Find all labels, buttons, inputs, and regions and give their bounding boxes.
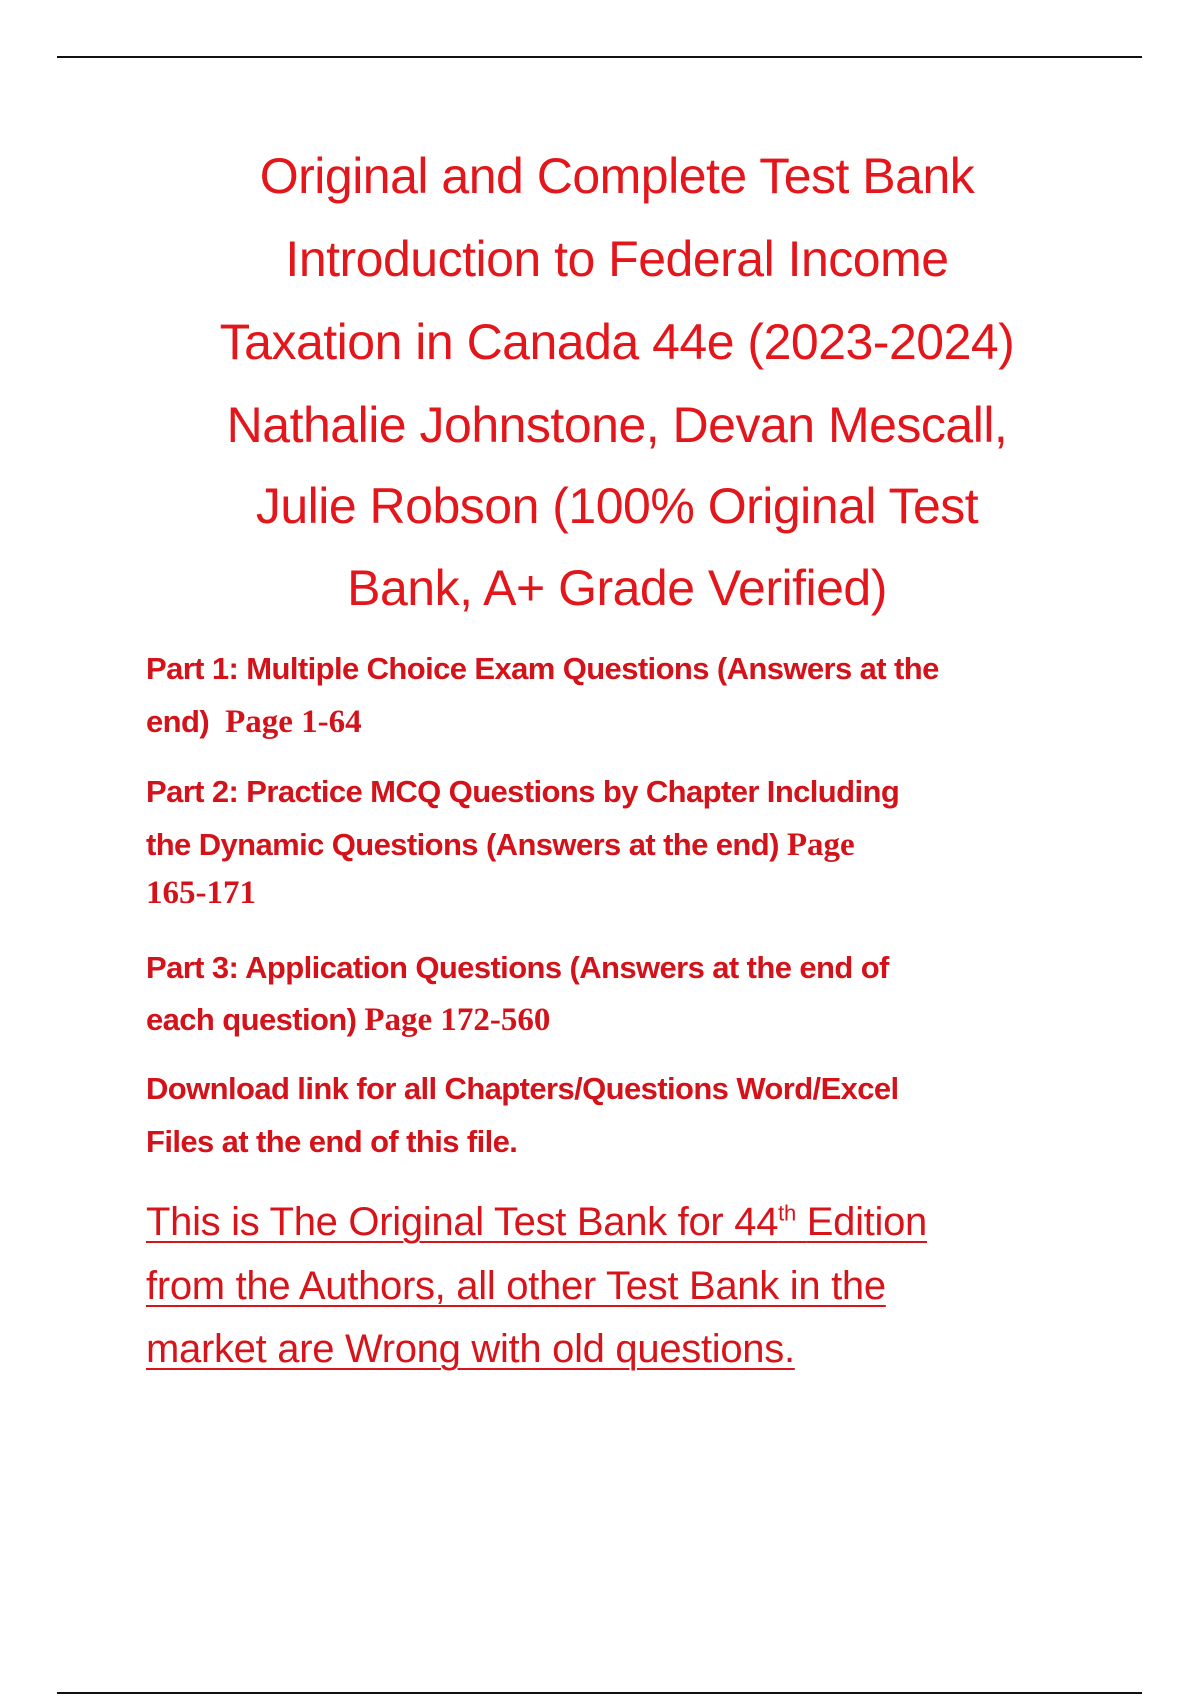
part-1-text: Part 1: Multiple Choice Exam Questions (Answers at the — [146, 651, 939, 686]
title-line: Julie Robson (100% Original Test — [255, 478, 979, 534]
title-line: Bank, A+ Grade Verified) — [347, 560, 887, 616]
title-line: Introduction to Federal Income — [285, 231, 949, 287]
title-line: Original and Complete Test Bank — [259, 148, 975, 204]
notice-line: market are Wrong with old questions. — [146, 1327, 795, 1371]
notice-line — [146, 1198, 927, 1246]
title-line: Taxation in Canada 44e (2023-2024) — [219, 314, 1015, 370]
notice-text: Edition — [806, 1200, 927, 1244]
part-3-pages: Page 172-560 — [364, 1002, 551, 1038]
top-rule — [57, 56, 1142, 58]
part-3-line2 — [146, 1001, 550, 1041]
part-2-line2 — [146, 826, 855, 866]
download-text: Download link for all Chapters/Questions Word/Excel — [146, 1071, 899, 1106]
part-1-pages: Page 1-64 — [225, 704, 362, 740]
notice-text: This is The Original Test Bank for 44 — [146, 1200, 779, 1244]
part-2-text: the Dynamic Questions (Answers at the end) — [146, 827, 779, 862]
part-3-text: each question) — [146, 1002, 357, 1037]
part-3-text: Part 3: Application Questions (Answers at the end of — [146, 950, 889, 985]
part-2-pages: 165-171 — [146, 875, 256, 911]
notice-superscript: th — [778, 1200, 796, 1226]
part-1-line2 — [146, 703, 362, 743]
part-1-text: end) — [146, 704, 210, 739]
notice-line: from the Authors, all other Test Bank in the — [146, 1264, 886, 1308]
part-2-pages: Page — [786, 827, 855, 863]
download-text: Files at the end of this file. — [146, 1124, 518, 1159]
title-line: Nathalie Johnstone, Devan Mescall, — [226, 397, 1008, 453]
bottom-rule — [57, 1692, 1142, 1694]
part-2-text: Part 2: Practice MCQ Questions by Chapter Including — [146, 774, 900, 809]
